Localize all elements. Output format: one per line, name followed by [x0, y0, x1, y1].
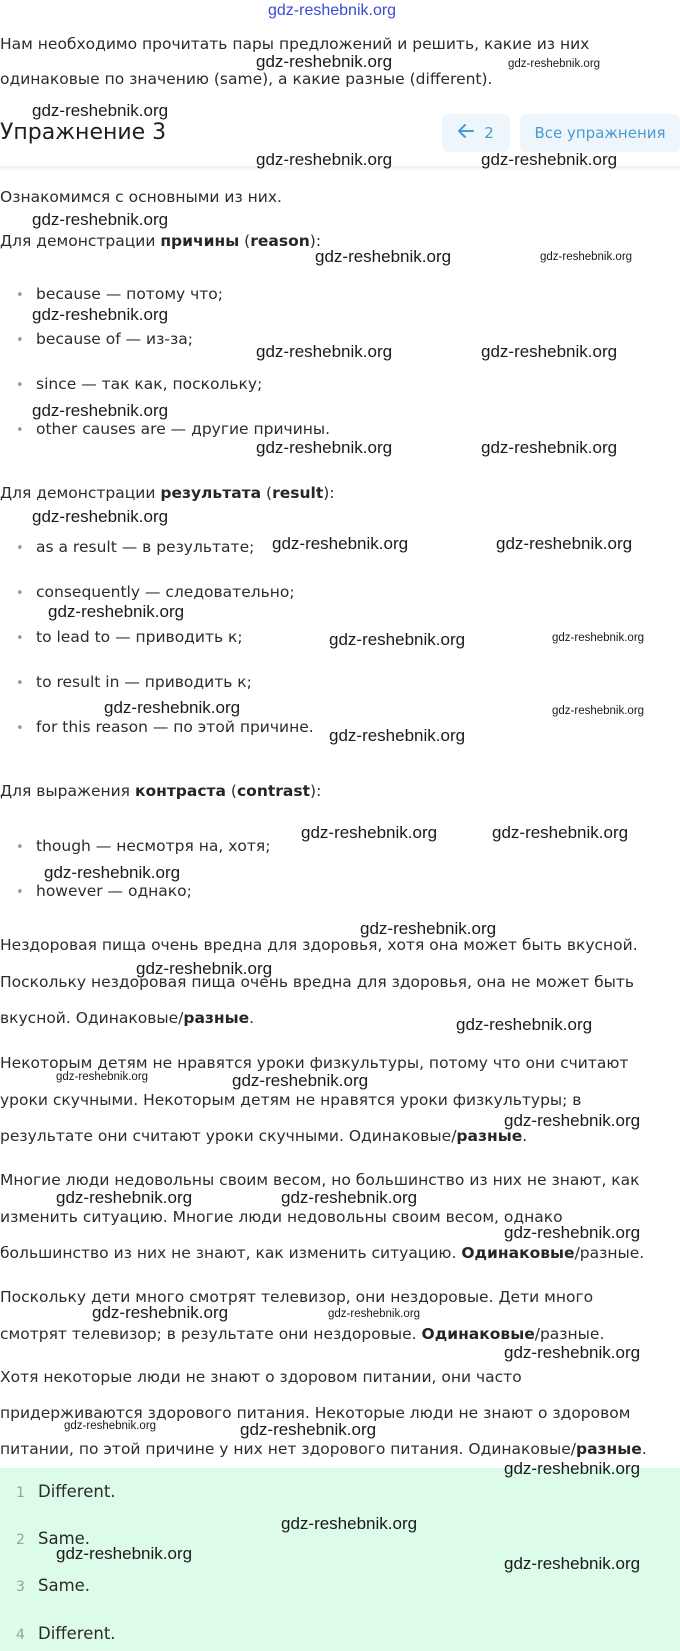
watermark: gdz-reshebnik.org	[32, 101, 169, 120]
pair-line: результате они считают уроки скучными. Одинаковые/разные.	[0, 1127, 528, 1145]
watermark: gdz-reshebnik.org	[136, 959, 273, 978]
pair-line: питании, по этой причине у них нет здорового питания. Одинаковые/разные.	[0, 1440, 647, 1458]
answer-text: Different.	[38, 1482, 116, 1501]
watermark: gdz-reshebnik.org	[281, 1188, 418, 1207]
watermark: gdz-reshebnik.org	[360, 919, 497, 938]
watermark: gdz-reshebnik.org	[481, 150, 618, 169]
answer-text: Different.	[38, 1624, 116, 1643]
watermark: gdz-reshebnik.org	[552, 632, 645, 644]
pair-line: уроки скучными. Некоторым детям не нравятся уроки физкультуры; в	[0, 1091, 582, 1109]
pair-line: Многие люди недовольны своим весом, но большинство из них не знают, как	[0, 1171, 640, 1189]
prev-exercise-label: 2	[484, 124, 494, 142]
answer-text: Same.	[38, 1529, 91, 1548]
watermark: gdz-reshebnik.org	[504, 1343, 641, 1362]
watermark: gdz-reshebnik.org	[272, 534, 409, 553]
list-item: • because of — из-за;	[0, 324, 330, 369]
list-item: • consequently — следовательно;	[0, 577, 314, 622]
watermark: gdz-reshebnik.org	[48, 602, 185, 621]
pair-line: Поскольку дети много смотрят телевизор, они нездоровые. Дети много	[0, 1288, 594, 1306]
arrow-left-icon	[458, 124, 474, 142]
watermark: gdz-reshebnik.org	[64, 1420, 157, 1432]
all-exercises-button[interactable]: Все упражнения	[520, 114, 680, 152]
list-item: • because — потому что;	[0, 279, 330, 324]
watermark: gdz-reshebnik.org	[56, 1188, 193, 1207]
watermark: gdz-reshebnik.org	[481, 438, 618, 457]
exercise-title: Упражнение 3	[0, 120, 167, 145]
watermark: gdz-reshebnik.org	[329, 630, 466, 649]
answer-number: 2	[16, 1532, 25, 1548]
theory-lead: Ознакомимся с основными из них.	[0, 188, 282, 206]
answer-text: Same.	[38, 1576, 91, 1595]
watermark: gdz-reshebnik.org	[240, 1420, 377, 1439]
list-item: • to lead to — приводить к;	[0, 622, 314, 667]
pair-line: большинство из них не знают, как изменить ситуацию. Одинаковые/разные.	[0, 1244, 645, 1262]
watermark: gdz-reshebnik.org	[504, 1554, 641, 1573]
watermark: gdz-reshebnik.org	[256, 438, 393, 457]
list-item: • to result in — приводить к;	[0, 667, 314, 712]
watermark: gdz-reshebnik.org	[315, 247, 452, 266]
watermark: gdz-reshebnik.org	[329, 726, 466, 745]
reason-heading: Для демонстрации причины (reason):	[0, 232, 322, 250]
watermark: gdz-reshebnik.org	[456, 1015, 593, 1034]
result-list	[0, 532, 314, 757]
watermark: gdz-reshebnik.org	[281, 1514, 418, 1533]
watermark: gdz-reshebnik.org	[256, 52, 393, 71]
watermark: gdz-reshebnik.org	[32, 210, 169, 229]
pair-line: Нездоровая пища очень вредна для здоровья, хотя она может быть вкусной.	[0, 936, 638, 954]
answer-number: 1	[16, 1485, 25, 1501]
watermark: gdz-reshebnik.org	[504, 1111, 641, 1130]
watermark: gdz-reshebnik.org	[32, 305, 169, 324]
pair-line: смотрят телевизор; в результате они нездоровые. Одинаковые/разные.	[0, 1325, 605, 1343]
answer-number: 3	[16, 1579, 25, 1595]
list-item: • for this reason — по этой причине.	[0, 712, 314, 757]
pair-line: изменить ситуацию. Многие люди недовольны своим весом, однако	[0, 1208, 563, 1226]
watermark: gdz-reshebnik.org	[92, 1303, 229, 1322]
list-item: • though — несмотря на, хотя;	[0, 831, 270, 876]
watermark: gdz-reshebnik.org	[540, 251, 633, 263]
intro-line-2: одинаковые по значению (same), а какие разные (different).	[0, 70, 493, 88]
watermark: gdz-reshebnik.org	[56, 1071, 149, 1083]
watermark: gdz-reshebnik.org	[56, 1544, 193, 1563]
pair-line: вкусной. Одинаковые/разные.	[0, 1009, 255, 1027]
watermark: gdz-reshebnik.org	[552, 705, 645, 717]
pair-line: придерживаются здорового питания. Некоторые люди не знают о здоровом	[0, 1404, 631, 1422]
watermark: gdz-reshebnik.org	[328, 1308, 421, 1320]
intro-line-1: Нам необходимо прочитать пары предложений и решить, какие из них	[0, 35, 590, 53]
prev-exercise-button[interactable]	[442, 114, 510, 152]
list-item: • however — однако;	[0, 876, 270, 921]
result-heading: Для демонстрации результата (result):	[0, 484, 335, 502]
watermark: gdz-reshebnik.org	[232, 1071, 369, 1090]
watermark: gdz-reshebnik.org	[508, 58, 601, 70]
watermark: gdz-reshebnik.org	[104, 698, 241, 717]
watermark: gdz-reshebnik.org	[504, 1223, 641, 1242]
watermark: gdz-reshebnik.org	[256, 342, 393, 361]
watermark: gdz-reshebnik.org	[256, 150, 393, 169]
pair-line: Поскольку нездоровая пища очень вредна для здоровья, она не может быть	[0, 973, 635, 991]
list-item: • other causes are — другие причины.	[0, 414, 330, 459]
watermark: gdz-reshebnik.org	[32, 507, 169, 526]
answer-number: 4	[16, 1627, 25, 1643]
watermark: gdz-reshebnik.org	[496, 534, 633, 553]
watermark: gdz-reshebnik.org	[481, 342, 618, 361]
list-item: • since — так как, поскольку;	[0, 369, 330, 414]
watermark: gdz-reshebnik.org	[504, 1459, 641, 1478]
pair-line: Некоторым детям не нравятся уроки физкультуры, потому что они считают	[0, 1054, 629, 1072]
watermark-top: gdz-reshebnik.org	[268, 2, 397, 19]
contrast-heading: Для выражения контраста (contrast):	[0, 782, 322, 800]
watermark: gdz-reshebnik.org	[492, 823, 629, 842]
watermark: gdz-reshebnik.org	[32, 401, 169, 420]
list-item: • as a result — в результате;	[0, 532, 314, 577]
pair-line: Хотя некоторые люди не знают о здоровом питании, они часто	[0, 1368, 522, 1386]
watermark: gdz-reshebnik.org	[44, 863, 181, 882]
watermark: gdz-reshebnik.org	[301, 823, 438, 842]
